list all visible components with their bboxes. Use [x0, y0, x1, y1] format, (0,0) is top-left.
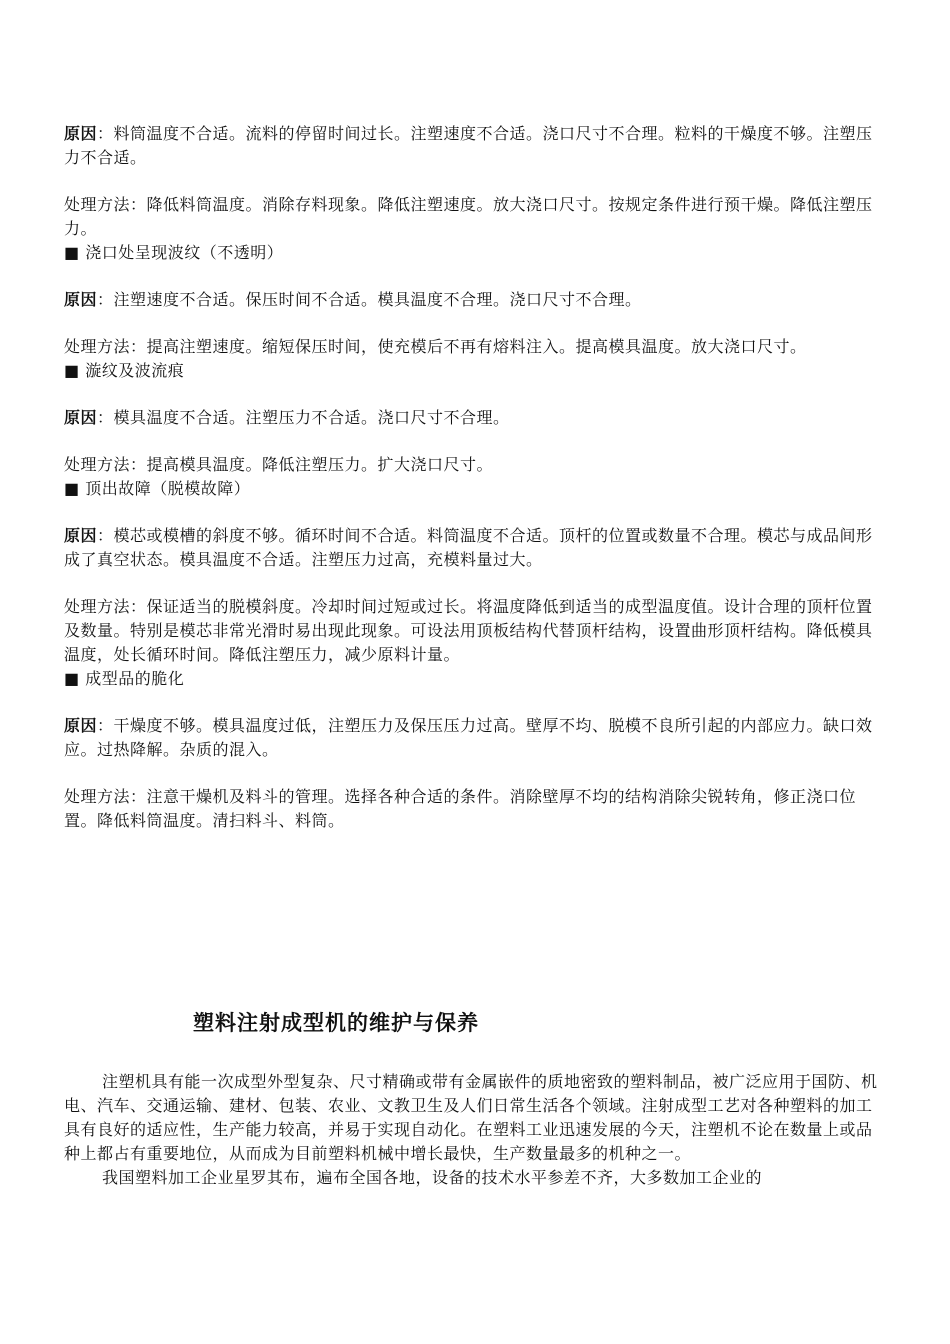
method-paragraph: 处理方法：保证适当的脱模斜度。冷却时间过短或过长。将温度降低到适当的成型温度值。设计合理的顶杆位置及数量。特别是模芯非常光滑时易出现此现象。可设法用顶板结构代替顶杆结构，设置曲形顶杆结构。降低模具温度，处长循环时间。降低注塑压力，减少原料计量。 — [64, 597, 873, 664]
maintenance-body — [64, 1070, 880, 1190]
body-paragraph: 注塑机具有能一次成型外型复杂、尺寸精确或带有金属嵌件的质地密致的塑料制品，被广泛应用于国防、机电、汽车、交通运输、建材、包装、农业、文教卫生及人们日常生活各个领域。注射成型工艺对各种塑料的加工具有良好的适应性，生产能力较高，并易于实现自动化。在塑料工业迅速发展的今天，注塑机不论在数量上或品种上都占有重要地位，从而成为目前塑料机械中增长最快，生产数量最多的机种之一。 — [64, 1072, 878, 1163]
cause-text: ：干燥度不够。模具温度过低，注塑压力及保压压力过高。壁厚不均、脱模不良所引起的内部应力。缺口效应。过热降解。杂质的混入。 — [64, 716, 873, 759]
cause-label: 原因 — [64, 290, 98, 309]
cause-label: 原因 — [64, 124, 98, 143]
bullet-heading: ■ 漩纹及波流痕 — [64, 361, 185, 380]
cause-label: 原因 — [64, 526, 98, 545]
method-paragraph: 处理方法：注意干燥机及料斗的管理。选择各种合适的条件。消除壁厚不均的结构消除尖锐转角，修正浇口位置。降低料筒温度。清扫料斗、料筒。 — [64, 787, 857, 830]
cause-paragraph — [64, 288, 880, 312]
bullet-heading: ■ 顶出故障（脱模故障） — [64, 479, 251, 498]
cause-paragraph — [64, 714, 880, 762]
cause-paragraph — [64, 122, 880, 170]
bullet-heading: ■ 成型品的脆化 — [64, 669, 185, 688]
cause-paragraph — [64, 524, 880, 572]
bullet-heading: ■ 浇口处呈现波纹（不透明） — [64, 243, 284, 262]
cause-paragraph — [64, 406, 880, 430]
cause-text: ：料筒温度不合适。流料的停留时间过长。注塑速度不合适。浇口尺寸不合理。粒料的干燥度不够。注塑压力不合适。 — [64, 124, 873, 167]
method-paragraph: 处理方法：提高模具温度。降低注塑压力。扩大浇口尺寸。 — [64, 455, 494, 474]
cause-text: ：注塑速度不合适。保压时间不合适。模具温度不合理。浇口尺寸不合理。 — [97, 290, 642, 309]
cause-text: ：模芯或模槽的斜度不够。循环时间不合适。料筒温度不合适。顶杆的位置或数量不合理。模芯与成品间形成了真空状态。模具温度不合适。注塑压力过高，充模料量过大。 — [64, 526, 873, 569]
method-paragraph: 处理方法：提高注塑速度。缩短保压时间，使充模后不再有熔料注入。提高模具温度。放大浇口尺寸。 — [64, 337, 807, 356]
cause-label: 原因 — [64, 716, 98, 735]
method-paragraph: 处理方法：降低料筒温度。消除存料现象。降低注塑速度。放大浇口尺寸。按规定条件进行预干燥。降低注塑压力。 — [64, 195, 873, 238]
body-paragraph: 我国塑料加工企业星罗其布，遍布全国各地，设备的技术水平参差不齐，大多数加工企业的 — [102, 1168, 763, 1187]
cause-text: ：模具温度不合适。注塑压力不合适。浇口尺寸不合理。 — [97, 408, 510, 427]
cause-label: 原因 — [64, 408, 98, 427]
troubleshooting-section — [64, 122, 880, 833]
section-title: 塑料注射成型机的维护与保养 — [193, 1010, 479, 1035]
